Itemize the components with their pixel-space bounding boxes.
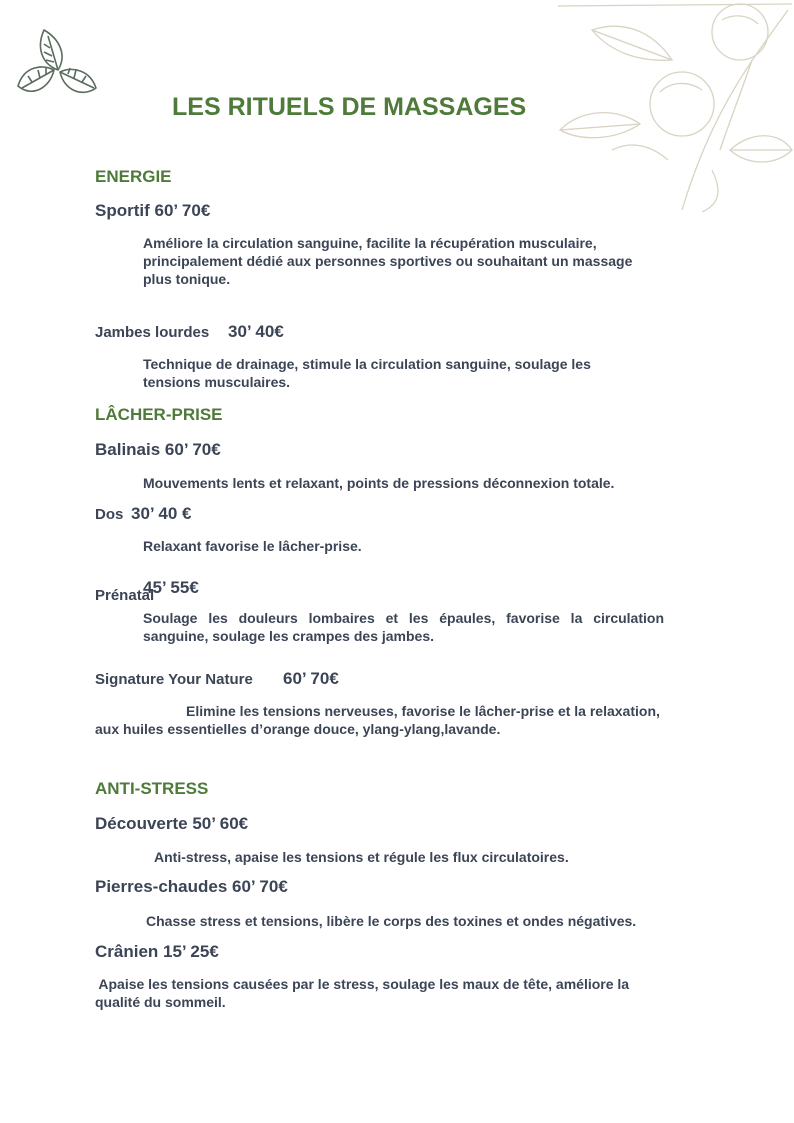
- item-dos: Dos: [95, 506, 124, 523]
- section-heading-lacher-prise: LÂCHER-PRISE: [95, 405, 223, 424]
- leaves-logo-icon: [14, 26, 100, 102]
- citrus-branch-illustration-icon: [552, 0, 794, 212]
- item-prenatal-price: 45’ 55€: [143, 578, 199, 597]
- item-signature: Signature Your Nature: [95, 671, 253, 688]
- item-cranien-description: Apaise les tensions causées par le stress, soulage les maux de tête, améliore la qualité du sommeil.: [95, 976, 630, 1010]
- item-prenatal-description: Soulage les douleurs lombaires et les épaules, favorise la circulation sanguine, soulage les crampes des jambes.: [143, 610, 664, 644]
- item-signature-price: 60’ 70€: [283, 669, 339, 688]
- item-pierres-chaudes-description: Chasse stress et tensions, libère le corps des toxines et ondes négatives.: [146, 913, 637, 929]
- item-jambes-lourdes-price: 30’ 40€: [228, 322, 284, 341]
- item-prenatal: Prénatal: [95, 587, 155, 604]
- item-pierres-chaudes: Pierres-chaudes 60’ 70€: [95, 877, 288, 896]
- item-decouverte-description: Anti-stress, apaise les tensions et régule les flux circulatoires.: [154, 849, 569, 865]
- item-sportif: Sportif 60’ 70€: [95, 201, 211, 220]
- item-balinais: Balinais 60’ 70€: [95, 440, 221, 459]
- item-signature-description: Elimine les tensions nerveuses, favorise le lâcher-prise et la relaxation, aux huiles essentielles d’orange douce, ylang-ylang,lavande.: [95, 703, 660, 737]
- item-jambes-lourdes: Jambes lourdes: [95, 324, 210, 341]
- item-cranien: Crânien 15’ 25€: [95, 942, 219, 961]
- item-sportif-description: Améliore la circulation sanguine, facilite la récupération musculaire, principalement dédié aux personnes sportives ou souhaitant un massage plus tonique.: [143, 235, 633, 287]
- item-jambes-lourdes-description: Technique de drainage, stimule la circulation sanguine, soulage les tensions musculaires.: [143, 356, 591, 390]
- item-dos-description: Relaxant favorise le lâcher-prise.: [143, 538, 362, 554]
- item-balinais-description: Mouvements lents et relaxant, points de pressions déconnexion totale.: [143, 475, 615, 491]
- page-title: LES RITUELS DE MASSAGES: [172, 93, 527, 121]
- item-decouverte: Découverte 50’ 60€: [95, 814, 249, 833]
- section-heading-energie: ENERGIE: [95, 167, 172, 186]
- item-dos-price: 30’ 40 €: [131, 504, 192, 523]
- section-heading-anti-stress: ANTI-STRESS: [95, 779, 209, 798]
